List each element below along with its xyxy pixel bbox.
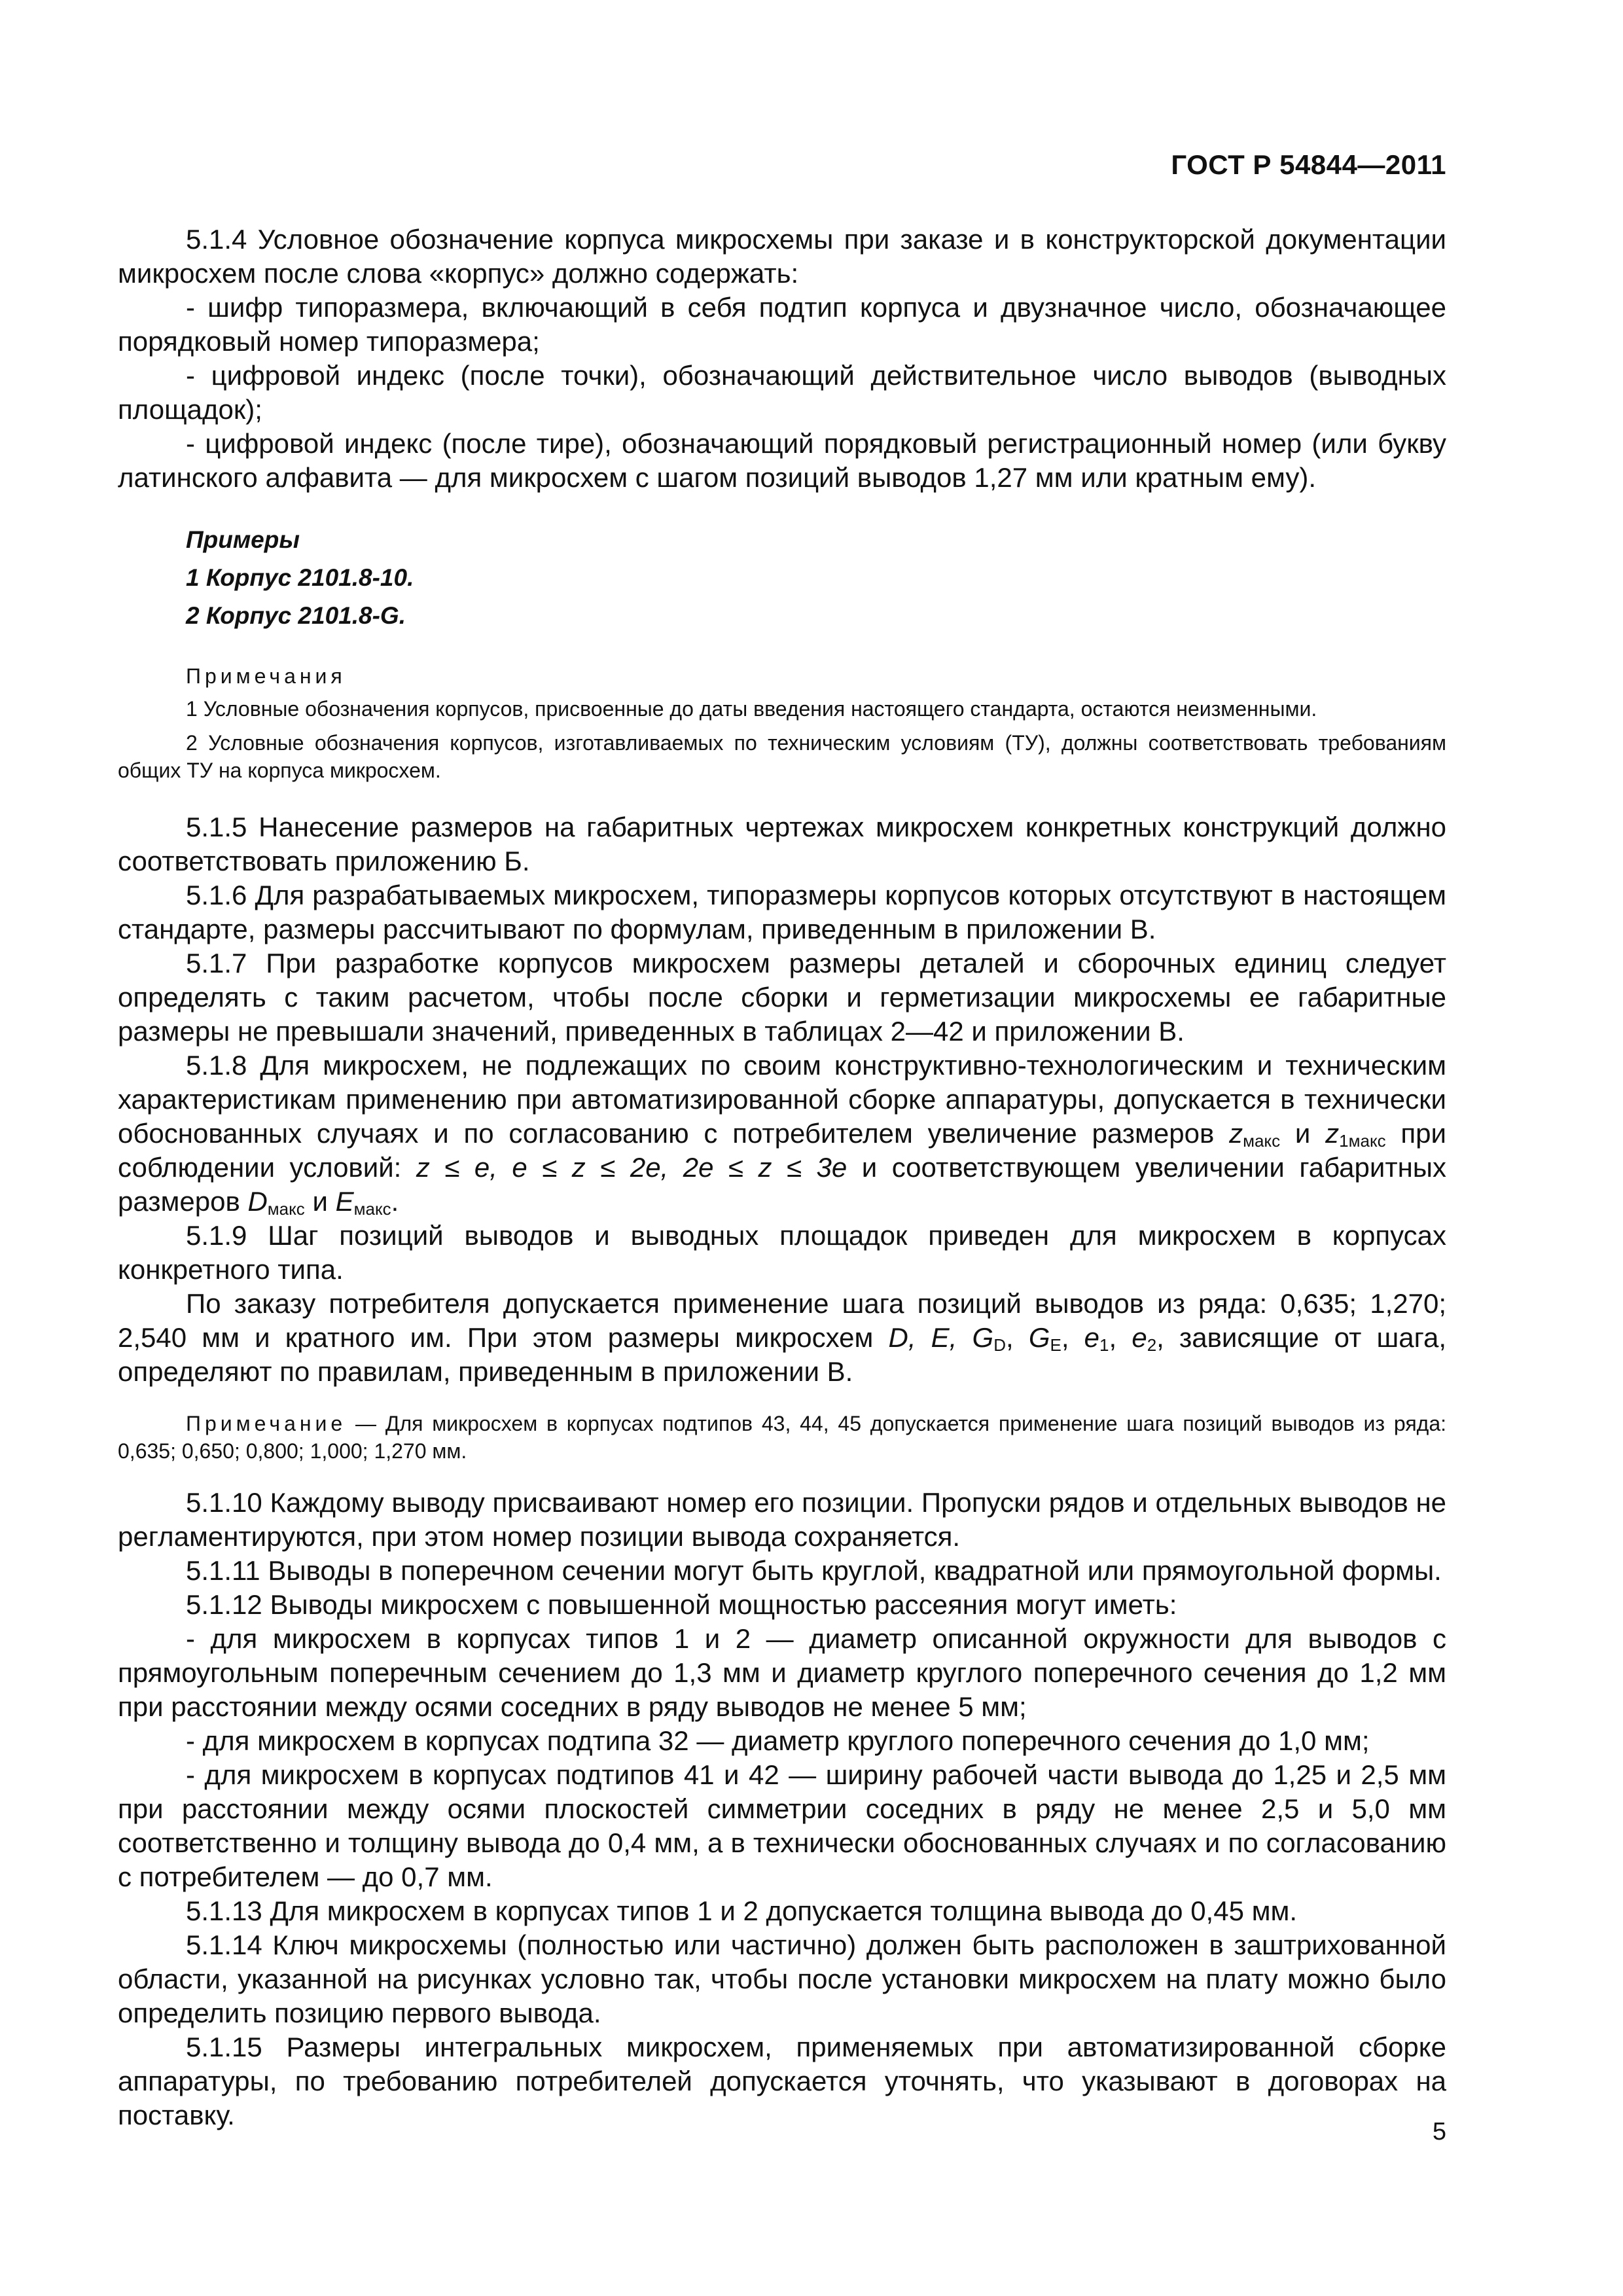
example-item: 2 Корпус 2101.8-G.	[186, 602, 406, 629]
paragraph-5-1-9: 5.1.9 Шаг позиций выводов и выводных площадок приведен для микросхем в корпусах конкретного типа.	[118, 1220, 1446, 1285]
paragraph-5-1-13: 5.1.13 Для микросхем в корпусах типов 1 и 2 допускается толщина вывода до 0,45 мм.	[186, 1895, 1298, 1926]
notes-title: Примечания	[186, 664, 346, 688]
paragraph-5-1-12: 5.1.12 Выводы микросхем с повышенной мощностью рассеяния могут иметь:	[186, 1589, 1177, 1620]
list-item: - для микросхем в корпусах типов 1 и 2 — диаметр описанной окружности для выводов с прямоугольным поперечным сечением до 1,3 мм и диаметр круглого поперечного сечения до 1,2 мм при расстоянии между осями соседних в ряду выводов не менее 5 мм;	[118, 1623, 1446, 1722]
note-item: 2 Условные обозначения корпусов, изготавливаемых по техническим условиям (ТУ), должны соответствовать требованиям общих ТУ на корпуса микросхем.	[118, 731, 1446, 782]
list-item: - для микросхем в корпусах подтипа 32 — диаметр круглого поперечного сечения до 1,0 мм;	[186, 1725, 1370, 1756]
list-item: - шифр типоразмера, включающий в себя подтип корпуса и двузначное число, обозначающее порядковый номер типоразмера;	[118, 292, 1446, 357]
list-item: - для микросхем в корпусах подтипов 41 и 42 — ширину рабочей части вывода до 1,25 и 2,5 мм при расстоянии между осями плоскостей симметрии соседних в ряду не менее 2,5 и 5,0 мм соответственно и толщину вывода до 0,4 мм, а в технически обоснованных случаях и по согласованию с потребителем — до 0,7 мм.	[118, 1759, 1446, 1892]
paragraph-5-1-7: 5.1.7 При разработке корпусов микросхем размеры деталей и сборочных единиц следует определять с таким расчетом, чтобы после сборки и герметизации микросхемы ее габаритные размеры не превышали значений, приведенных в таблицах 2—42 и приложении В.	[118, 948, 1446, 1047]
paragraph-5-1-6: 5.1.6 Для разрабатываемых микросхем, типоразмеры корпусов которых отсутствуют в настоящем стандарте, размеры рассчитывают по формулам, приведенным в приложении В.	[118, 880, 1446, 944]
note-item: 1 Условные обозначения корпусов, присвоенные до даты введения настоящего стандарта, остаются неизменными.	[186, 697, 1317, 721]
note-5-1-9: Примечание — Для микросхем в корпусах подтипов 43, 44, 45 допускается применение шага позиций выводов из ряда: 0,635; 0,650; 0,800; 1,000; 1,270 мм.	[118, 1412, 1446, 1463]
note-label: Примечание	[186, 1412, 347, 1435]
document-body	[118, 223, 1446, 2132]
paragraph-5-1-5: 5.1.5 Нанесение размеров на габаритных чертежах микросхем конкретных конструкций должно соответствовать приложению Б.	[118, 812, 1446, 876]
paragraph-5-1-10: 5.1.10 Каждому выводу присваивают номер его позиции. Пропуски рядов и отдельных выводов не регламентируются, при этом номер позиции вывода сохраняется.	[118, 1487, 1446, 1552]
notes-block	[118, 662, 1446, 784]
page-number: 5	[1432, 2118, 1446, 2145]
paragraph-5-1-15: 5.1.15 Размеры интегральных микросхем, применяемых при автоматизированной сборке аппаратуры, по требованию потребителей допускается уточнять, что указывают в договорах на поставку.	[118, 2032, 1446, 2130]
examples-block	[186, 521, 1446, 635]
list-item: - цифровой индекс (после тире), обозначающий порядковый регистрационный номер (или букву латинского алфавита — для микросхем с шагом позиций выводов 1,27 мм или кратным ему).	[118, 428, 1446, 493]
examples-title: Примеры	[186, 526, 300, 553]
paragraph-5-1-8: 5.1.8 Для микросхем, не подлежащих по своим конструктивно-технологическим и техническим характеристикам применению при автоматизированной сборке аппаратуры, допускается в технически обоснованных случаях и по согласованию с потребителем увеличение размеров $z_{макс}$ и $z_{1макс}$ при соблюдении условий: z ≤ e, e ≤ z ≤ 2e, 2e ≤ z ≤ 3e и соответствующем увеличении габаритных размеров $D_{макс}$ и $E_{макс}$.	[118, 1050, 1446, 1219]
example-item: 1 Корпус 2101.8-10.	[186, 564, 414, 591]
paragraph-5-1-11: 5.1.11 Выводы в поперечном сечении могут быть круглой, квадратной или прямоугольной формы.	[186, 1555, 1442, 1586]
paragraph-5-1-9-order: По заказу потребителя допускается применение шага позиций выводов из ряда: 0,635; 1,270; 2,540 мм и кратного им. При этом размеры микросхем D, E, $G_D$, $G_E$, $e_1$, $e_2$, зависящие от шага, определяют по правилам, приведенным в приложении В.	[118, 1288, 1446, 1387]
paragraph-5-1-14: 5.1.14 Ключ микросхемы (полностью или частично) должен быть расположен в заштрихованной области, указанной на рисунках условно так, чтобы после установки микросхем на плату можно было определить позицию первого вывода.	[118, 1929, 1446, 2028]
paragraph-5-1-4: 5.1.4 Условное обозначение корпуса микросхемы при заказе и в конструкторской документации микросхем после слова «корпус» должно содержать:	[118, 224, 1446, 289]
document-header: ГОСТ Р 54844—2011	[1171, 149, 1446, 180]
list-item: - цифровой индекс (после точки), обозначающий действительное число выводов (выводных площадок);	[118, 360, 1446, 425]
